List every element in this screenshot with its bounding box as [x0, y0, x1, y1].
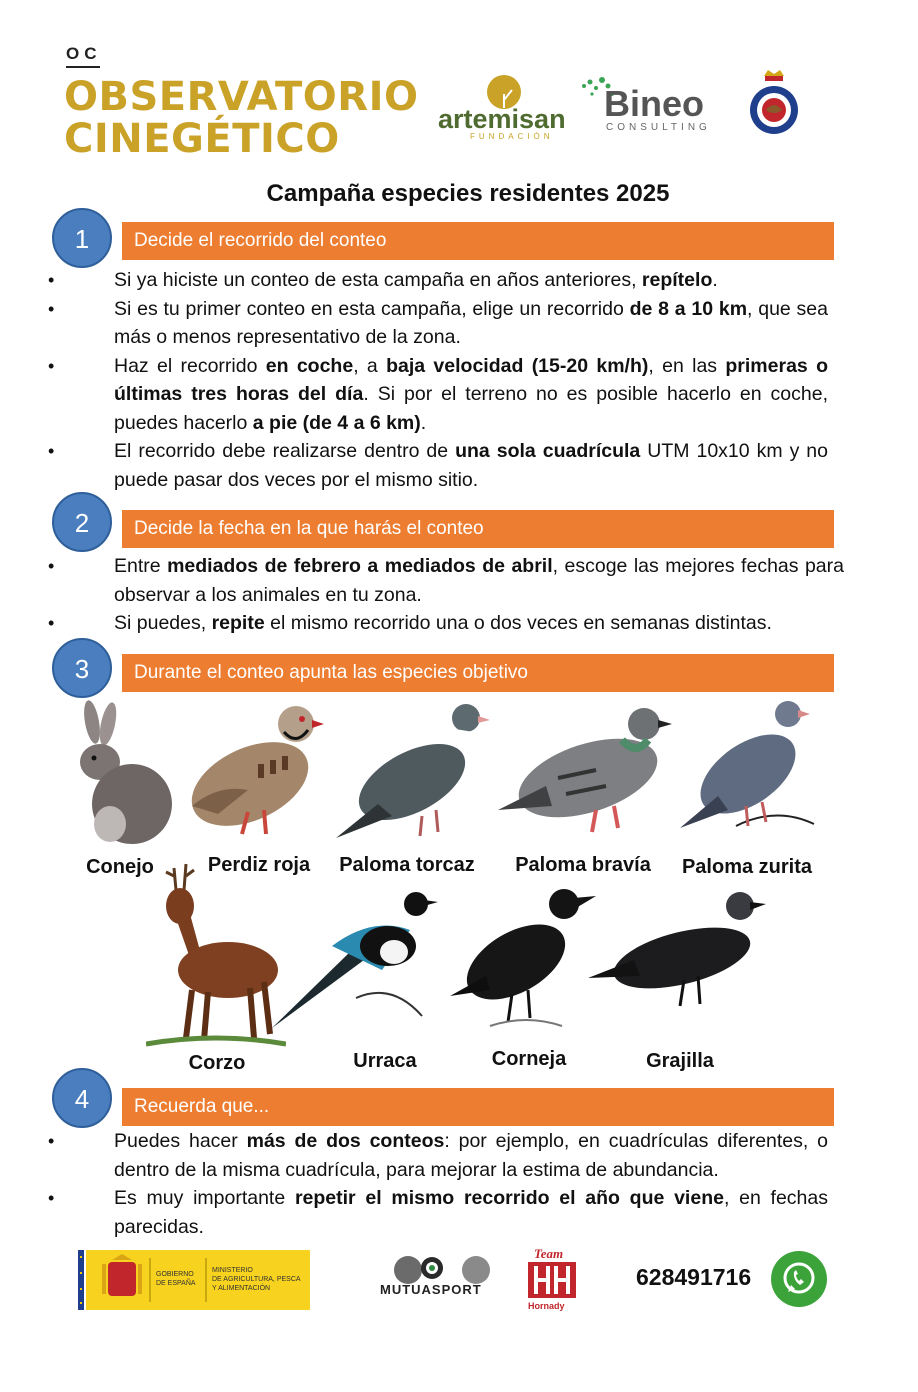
jackdaw-illustration [588, 888, 768, 1021]
title-line-2: CINEGÉTICO [64, 116, 340, 162]
species-label-corzo: Corzo [188, 1052, 246, 1074]
partridge-illustration [178, 694, 326, 849]
title-line-1: OBSERVATORIO [64, 74, 419, 120]
step-number-1: 1 [52, 208, 112, 268]
bullet-text: , que sea más o menos representativo de la zona. [114, 297, 828, 348]
species-label-urraca: Urraca [353, 1050, 417, 1072]
bullet-text: Haz el recorrido [114, 354, 266, 377]
species-label-corneja: Corneja [491, 1048, 567, 1070]
bullet-item [78, 266, 828, 295]
artemisan-wordmark: artemisan [438, 104, 566, 134]
bullet-text: Si puedes, [114, 612, 212, 634]
bullet-text: , en las [648, 354, 726, 377]
ministry-line-1: MINISTERIO [212, 1267, 253, 1274]
ministry-line-2: DE AGRICULTURA, PESCA [212, 1276, 301, 1283]
bullet-emphasis: repetir el mismo recorrido el año que viene [294, 1187, 724, 1209]
magpie-illustration [272, 886, 440, 1039]
step-number-3: 3 [52, 638, 112, 698]
section-3-heading: Durante el conteo apunta las especies objetivo [122, 654, 834, 692]
species-label-conejo: Conejo [86, 856, 154, 878]
artemisan-sub: FUNDACIÓN [470, 132, 554, 141]
species-label-grajilla: Grajilla [646, 1050, 714, 1072]
step-number-2: 2 [52, 492, 112, 552]
rock-dove-illustration [496, 700, 676, 843]
bullet-text: , escoge las mejores fechas para observar a los animales en tu zona. [114, 555, 844, 606]
team-hornady-logo [524, 1246, 592, 1312]
bullet-item [78, 609, 844, 638]
contact-phone[interactable]: 628491716 [636, 1264, 752, 1290]
species-label-paloma-zurita: Paloma zurita [681, 856, 813, 878]
bullet-text: UTM 10x10 km y no puede pasar dos veces por el mismo sitio. [114, 440, 829, 491]
roe-deer-illustration [146, 862, 286, 1053]
gov-line-2: DE ESPAÑA [156, 1280, 196, 1287]
bullet-emphasis: a pie (de 4 a 6 km) [252, 411, 421, 434]
bullet-text: Es muy importante [114, 1187, 295, 1209]
bullet-text: . Si por el terreno no es posible hacerlo en coche, puedes hacerlo [114, 383, 828, 434]
hornady-team-text: Team [534, 1246, 564, 1261]
section-1-heading: Decide el recorrido del conteo [122, 222, 834, 260]
artemisan-logo [436, 72, 574, 142]
species-label-paloma-bravia: Paloma bravía [515, 854, 651, 876]
bullet-text: , a [353, 354, 387, 377]
bullet-emphasis: repítelo [641, 269, 713, 291]
bullet-item [78, 295, 828, 352]
bineo-sub: CONSULTING [606, 122, 711, 133]
bineo-logo [578, 72, 722, 134]
bullet-item [78, 352, 828, 438]
bullet-emphasis: repite [211, 612, 265, 634]
bullet-text: . [420, 411, 427, 434]
carrion-crow-illustration [446, 886, 596, 1039]
bullet-text: Puedes hacer [114, 1130, 247, 1152]
bullet-emphasis: de 8 a 10 km [629, 297, 748, 320]
section-4-list [78, 1127, 828, 1241]
species-label-perdiz-roja: Perdiz roja [207, 854, 311, 876]
bullet-text: Si es tu primer conteo en esta campaña, elige un recorrido [114, 297, 630, 320]
wood-pigeon-illustration [330, 698, 495, 848]
mutuasport-logo [380, 1254, 498, 1304]
bullet-item [78, 437, 828, 494]
bullet-text: . [712, 269, 718, 291]
rabbit-illustration [70, 700, 180, 855]
bullet-text: Entre [114, 555, 168, 577]
bullet-text: : por ejemplo, en cuadrículas diferentes, o dentro de la misma cuadrícula, para mejorar la estima de abundancia. [114, 1130, 828, 1181]
bullet-item [78, 552, 844, 609]
section-2-heading: Decide la fecha en la que harás el conteo [122, 510, 834, 548]
bullet-text: el mismo recorrido una o dos veces en semanas distintas. [264, 612, 772, 634]
bullet-emphasis: en coche [265, 354, 354, 377]
oc-mark: OC [66, 44, 102, 63]
hornady-wordmark: Hornady [528, 1301, 565, 1311]
government-logo [78, 1250, 310, 1310]
bullet-emphasis: más de dos conteos [246, 1130, 445, 1152]
bullet-text: El recorrido debe realizarse dentro de [114, 440, 456, 462]
whatsapp-icon[interactable] [770, 1250, 828, 1308]
observatorio-title [64, 76, 419, 160]
bullet-emphasis: baja velocidad (15-20 km/h) [386, 354, 649, 377]
ministry-line-3: Y ALIMENTACIÓN [212, 1285, 271, 1292]
bullet-emphasis: primeras o últimas tres horas del día [114, 354, 828, 405]
bullet-item [78, 1127, 828, 1184]
stock-dove-illustration [676, 696, 816, 849]
bullet-text: , en fechas parecidas. [114, 1187, 828, 1238]
bullet-item [78, 1184, 828, 1241]
bullet-emphasis: una sola cuadrícula [455, 440, 641, 462]
campaign-title: Campaña especies residentes 2025 [266, 180, 670, 207]
section-4-heading: Recuerda que... [122, 1088, 834, 1126]
bullet-text: Si ya hiciste un conteo de esta campaña en años anteriores, [114, 269, 642, 291]
section-2-list [78, 552, 844, 638]
gov-line-1: GOBIERNO [156, 1271, 194, 1278]
oc-underline [66, 66, 100, 68]
species-label-paloma-torcaz: Paloma torcaz [339, 854, 475, 876]
step-number-4: 4 [52, 1068, 112, 1128]
bullet-emphasis: mediados de febrero a mediados de abril [167, 555, 553, 577]
mutuasport-wordmark: MUTUASPORT [380, 1282, 482, 1297]
federation-crest-icon [748, 66, 800, 138]
bineo-wordmark: Bineo [604, 83, 705, 124]
section-1-list [78, 266, 828, 494]
